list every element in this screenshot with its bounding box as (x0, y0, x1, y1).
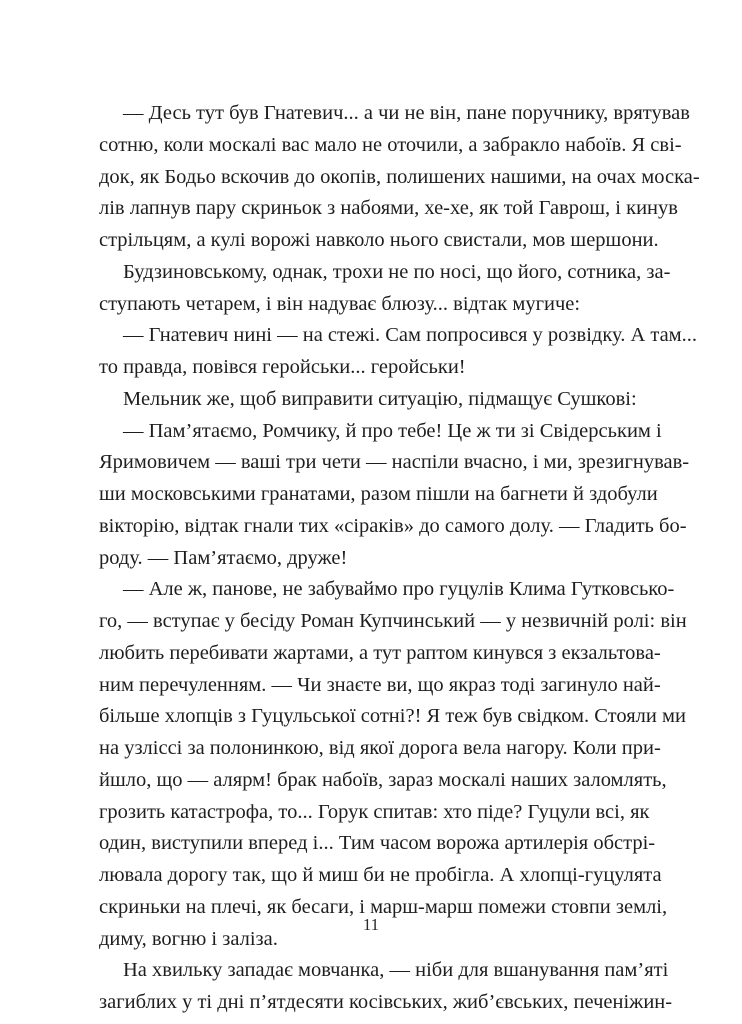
text-line: любить перебивати жартами, а тут раптом кинувся з екзальтова- (99, 641, 661, 664)
text-line: на узліссі за полонинкою, від якої дорога вела нагору. Коли при- (99, 737, 661, 759)
text-line: го, — вступає у бесіду Роман Купчинський — у незвичній ролі: він (99, 610, 687, 632)
text-line: роду. — Пам’ятаємо, друже! (99, 546, 348, 569)
text-line: вікторію, відтак гнали тих «сіраків» до самого долу. — Гладить бо- (99, 514, 687, 537)
paragraph (99, 416, 690, 575)
text-line: більше хлопців з Гуцульської сотні?! Я теж був свідком. Стояли ми (99, 705, 686, 728)
paragraph (99, 574, 687, 955)
text-line: один, виступили вперед і... Тим часом ворожа артилерія обстрі- (99, 832, 656, 855)
text-line: ши московськими гранатами, разом пішли на багнети й здобули (99, 483, 658, 505)
text-line: сотню, коли москалі вас мало не оточили, а забракло набоїв. Я свi- (99, 133, 682, 156)
text-line: — Пам’ятаємо, Ромчику, й про тебе! Це ж ти зі Свідерським і (123, 419, 662, 442)
text-line: йшло, що — алярм! брак набоїв, зараз москалі наших заломлять, (99, 768, 667, 791)
text-line: — Гнатевич нині — на стежі. Сам попросився у розвідку. А там... (123, 324, 698, 347)
paragraph (99, 320, 698, 384)
text-line: загиблих у ті дні п’ятдесяти косівських, жиб’євських, печеніжин- (99, 991, 673, 1013)
text-line: Яримовичем — ваші три чети — наспіли вчасно, і ми, зрезигнував- (99, 451, 690, 474)
text-line: то правда, повівся геройськи... геройськи! (99, 356, 466, 378)
text-line: лів лапнув пару скриньок з набоями, хе-хе, як той Гаврош, і кинув (99, 197, 678, 220)
text-line: Мельник же, щоб виправити ситуацію, підмащує Сушкові: (123, 387, 637, 410)
text-line: стрільцям, а кулі ворожі навколо нього свистали, мов шершони. (99, 229, 659, 251)
text-line: диму, вогню і заліза. (99, 927, 278, 950)
text-line: док, як Бодьо вскочив до окопів, полишених нашими, на очах моска- (99, 165, 700, 188)
text-line: На хвильку западає мовчанка, — ніби для вшанування пам’яті (123, 959, 669, 982)
text-line: грозить катастрофа, то... Горук спитав: хто піде? Гуцули всі, як (99, 800, 650, 823)
text-line: ступають четарем, і він надуває блюзу... відтак мугиче: (99, 292, 581, 315)
paragraph (99, 98, 700, 257)
text-line: лювала дорогу так, що й миш би не пробігла. А хлопці-гуцулята (99, 864, 662, 886)
text-line: Будзиновському, однак, трохи не по носі, що його, сотника, за- (123, 260, 671, 283)
paragraph (99, 257, 671, 321)
paragraph (99, 384, 645, 416)
paragraph (99, 955, 673, 1019)
body-text (99, 98, 700, 1019)
page-number: 11 (362, 915, 380, 934)
text-line: — Десь тут був Гнатевич... а чи не він, пане поручнику, врятував (123, 102, 690, 124)
text-line: ним перечуленням. — Чи знаєте ви, що якраз тоді загинуло най- (99, 673, 661, 696)
text-line: скриньки на плечі, як бесаги, і марш-марш помежи стовпи землі, (99, 895, 668, 918)
text-line: — Але ж, панове, не забуваймо про гуцулів Клима Гутковсько- (123, 578, 675, 601)
